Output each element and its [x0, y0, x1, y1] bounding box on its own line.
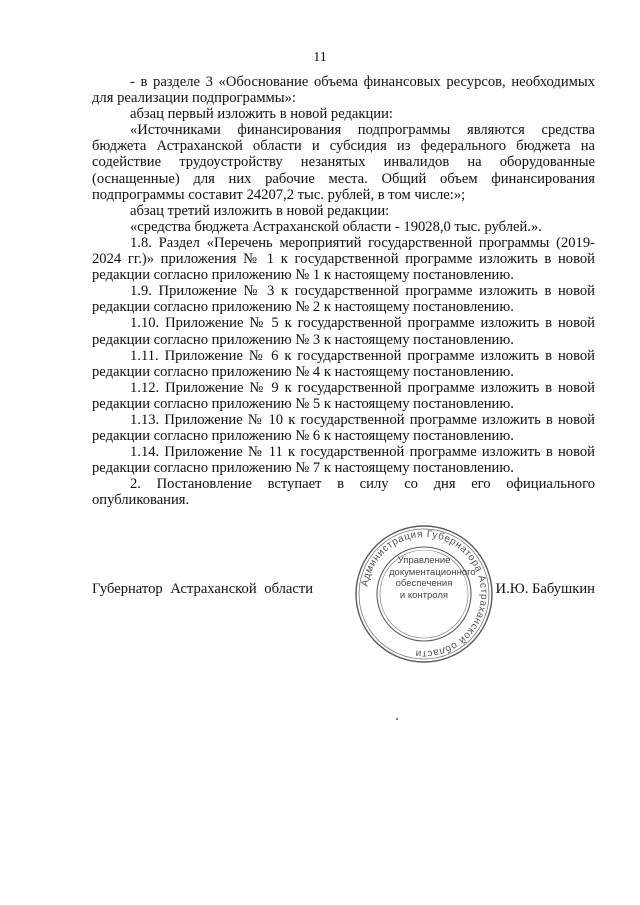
paragraph-item-1-8: 1.8. Раздел «Перечень мероприятий государственной программы (2019-2024 гг.)» приложения № 1 к государственной программе изложить в новой редакции согласно приложению № 1 к настоящему постановлению.: [92, 234, 595, 284]
document-body: [92, 74, 595, 509]
paragraph-section-3: - в разделе 3 «Обоснование объема финансовых ресурсов, необходимых для реализации подпрограммы»:: [92, 74, 595, 107]
signature-block: [92, 581, 595, 601]
seal-inner-line: документационного: [389, 566, 476, 578]
seal-inner-line: и контроля: [399, 589, 449, 601]
paragraph-third-abzac: абзац третий изложить в новой редакции:: [130, 202, 390, 219]
signatory-title: Губернатор Астраханской области: [92, 581, 314, 597]
paragraph-item-1-13: 1.13. Приложение № 10 к государственной программе изложить в новой редакции согласно приложению № 6 к настоящему постановлению.: [92, 411, 595, 445]
seal-inner-line: обеспечения: [395, 578, 453, 589]
paragraph-item-1-11: 1.11. Приложение № 6 к государственной программе изложить в новой редакции согласно приложению № 4 к настоящему постановлению.: [92, 347, 595, 380]
paragraph-item-1-14: 1.14. Приложение № 11 к государственной программе изложить в новой редакции согласно приложению № 7 к настоящему постановлению.: [92, 444, 595, 477]
signatory-name: И.Ю. Бабушкин: [495, 581, 595, 597]
paragraph-first-abzac: абзац первый изложить в новой редакции:: [130, 106, 393, 123]
paragraph-item-2: 2. Постановление вступает в силу со дня его официального опубликования.: [92, 476, 595, 509]
seal-inner-line: Управление: [397, 555, 451, 566]
official-seal: [353, 523, 495, 665]
paragraph-budget-funds: «средства бюджета Астраханской области - 19028,0 тыс. рублей.».: [130, 218, 542, 235]
seal-ring-text: Администрация Губернатора Астраханской области: [359, 528, 490, 660]
paragraph-financing-sources: «Источниками финансирования подпрограммы являются средства бюджета Астраханской области и субсидия из федерального бюджета на содействие трудоустройству незанятых инвалидов на оборудованные (оснащенные) для них рабочие места. Общий объем финансирования подпрограммы составит 24207,2 тыс. рублей, в том числе:»;: [92, 122, 595, 203]
scan-speck: [396, 718, 398, 720]
page-number: 11: [313, 50, 327, 65]
paragraph-item-1-10: 1.10. Приложение № 5 к государственной программе изложить в новой редакции согласно приложению № 3 к настоящему постановлению.: [92, 315, 595, 348]
paragraph-item-1-12: 1.12. Приложение № 9 к государственной программе изложить в новой редакции согласно приложению № 5 к настоящему постановлению.: [92, 379, 595, 412]
seal-inner-text: [389, 555, 476, 601]
paragraph-item-1-9: 1.9. Приложение № 3 к государственной программе изложить в новой редакции согласно приложению № 2 к настоящему постановлению.: [92, 283, 595, 316]
